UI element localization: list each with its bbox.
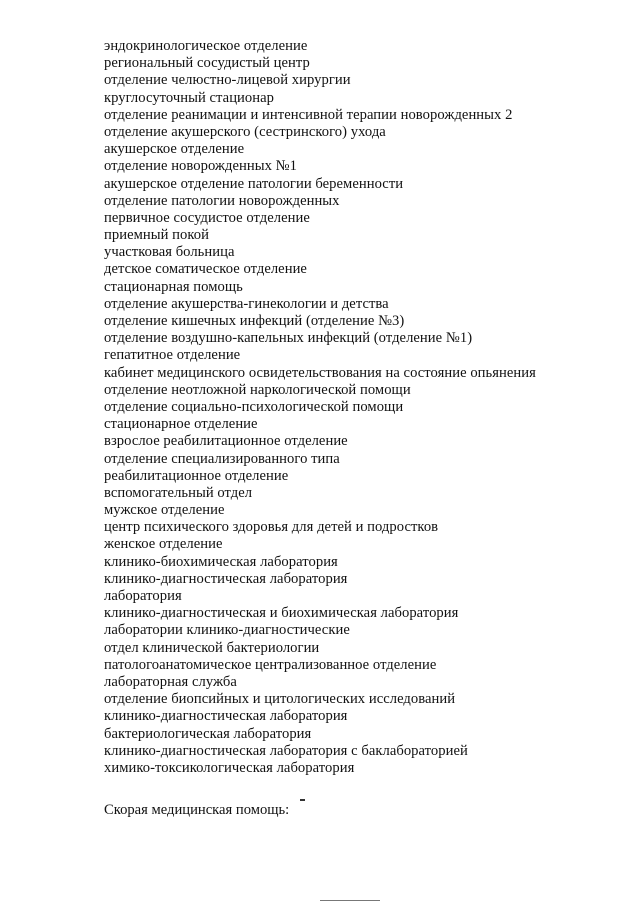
department-list-item: отделение кишечных инфекций (отделение №3) (104, 313, 405, 329)
department-list-item: химико-токсикологическая лаборатория (104, 759, 355, 776)
department-list-item: лаборатории клинико-диагностические (104, 622, 350, 639)
department-list-item: реабилитационное отделение (104, 467, 289, 484)
department-list-item: центр психического здоровья для детей и подростков (104, 519, 439, 536)
department-list-item: приемный покой (104, 227, 209, 244)
department-list-item: мужское отделение (104, 502, 225, 519)
department-list-item: эндокринологическое отделение (104, 38, 308, 54)
department-list-item: стационарная помощь (104, 278, 243, 295)
department-list-item: клинико-диагностическая лаборатория с баклабораторией (104, 742, 468, 759)
department-list-item: женское отделение (104, 536, 223, 553)
department-list (104, 38, 536, 777)
department-list-item: клинико-диагностическая и биохимическая лаборатория (104, 605, 459, 622)
department-list-item: бактериологическая лаборатория (104, 725, 312, 742)
department-list-item: отделение реанимации и интенсивной терапии новорожденных 2 (104, 106, 513, 123)
department-list-item: отделение биопсийных и цитологических исследований (104, 691, 456, 708)
department-list-item: детское соматическое отделение (104, 261, 307, 278)
department-list-item: первичное сосудистое отделение (104, 209, 310, 226)
department-list-item: отделение челюстно-лицевой хирургии (104, 72, 351, 89)
department-list-item: круглосуточный стационар (104, 89, 274, 106)
department-list-item: отделение специализированного типа (104, 450, 340, 467)
department-list-item: отделение социально-психологической помощи (104, 398, 404, 415)
department-list-item: лаборатория (104, 588, 182, 604)
department-list-item: клинико-диагностическая лаборатория (104, 570, 348, 587)
department-list-item: акушерское отделение патологии беременности (104, 175, 404, 192)
department-list-item: стационарное отделение (104, 416, 258, 433)
department-list-item: отделение неотложной наркологической помощи (104, 381, 411, 398)
department-list-item: клинико-диагностическая лаборатория (104, 708, 348, 725)
department-list-item: вспомогательный отдел (104, 484, 253, 501)
department-list-item: отделение новорожденных №1 (104, 158, 297, 175)
department-list-item: клинико-биохимическая лаборатория (104, 553, 338, 570)
scan-mark (300, 799, 305, 801)
ambulance-heading: Скорая медицинская помощь: (104, 802, 290, 818)
department-list-item: взрослое реабилитационное отделение (104, 433, 348, 450)
scan-edge-mark (320, 900, 380, 901)
department-list-item: патологоанатомическое централизованное отделение (104, 656, 437, 673)
department-list-item: отделение воздушно-капельных инфекций (отделение №1) (104, 330, 473, 347)
department-list-item: отделение патологии новорожденных (104, 192, 340, 209)
department-list-item: гепатитное отделение (104, 347, 241, 364)
department-list-item: кабинет медицинского освидетельствования на состояние опьянения (104, 364, 536, 381)
department-list-item: региональный сосудистый центр (104, 55, 310, 72)
department-list-item: отделение акушерского (сестринского) ухода (104, 123, 386, 140)
department-list-item: акушерское отделение (104, 141, 245, 158)
department-list-item: отделение акушерства-гинекологии и детства (104, 295, 389, 312)
department-list-item: участковая больница (104, 244, 235, 261)
department-list-item: отдел клинической бактериологии (104, 639, 320, 656)
department-list-item: лабораторная служба (104, 673, 237, 690)
